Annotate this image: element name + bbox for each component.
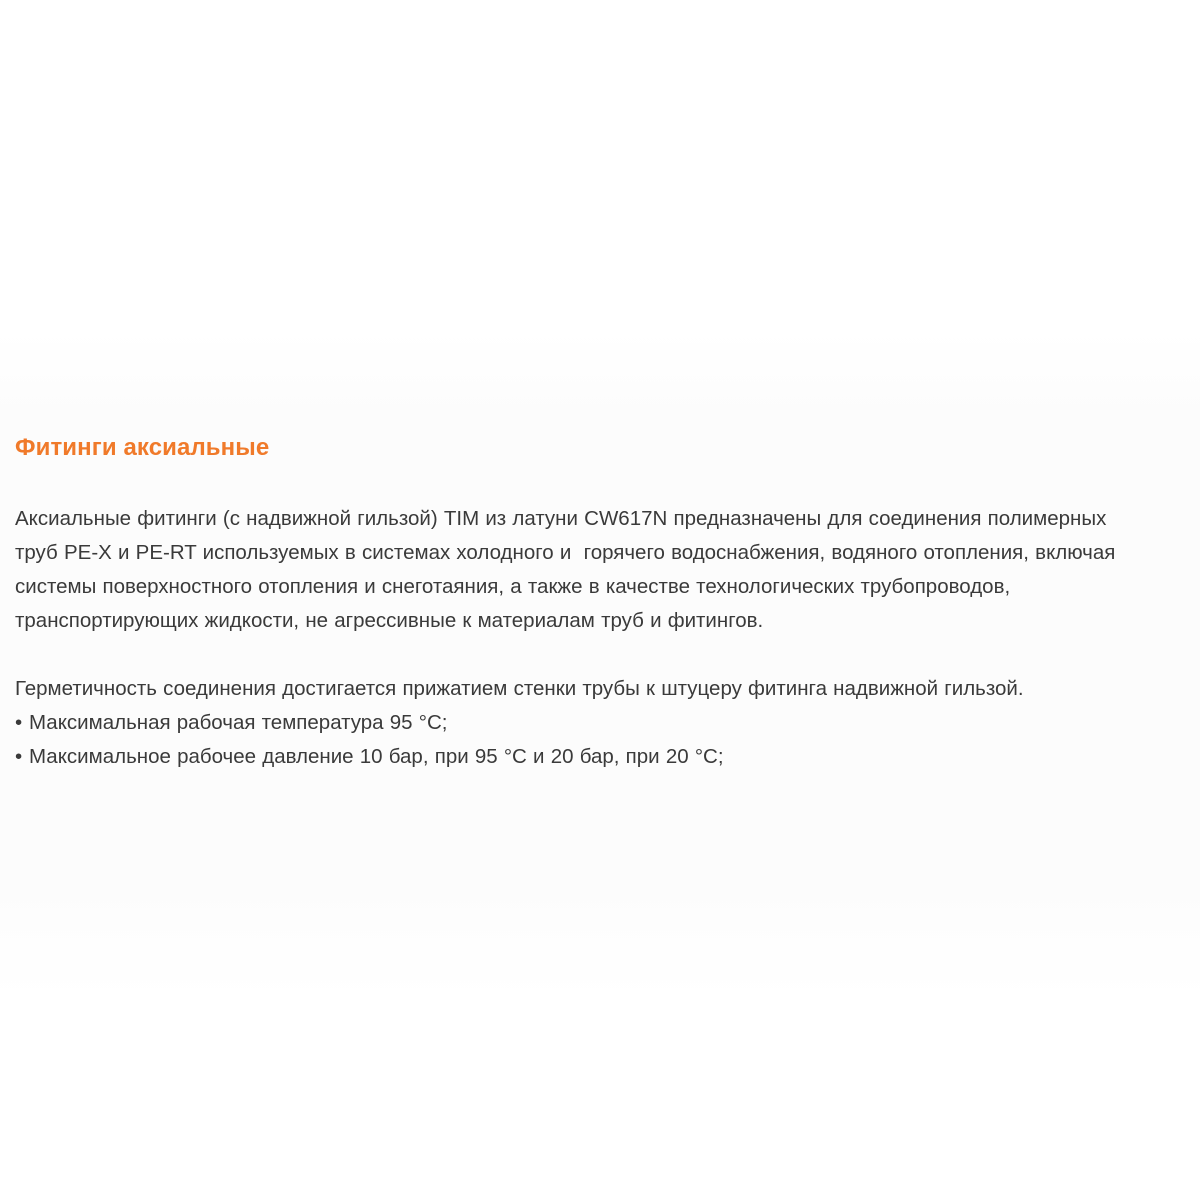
spec-item-text: Максимальная рабочая температура 95 °С; bbox=[29, 711, 448, 734]
description-line: транспортирующих жидкости, не агрессивные к материалам труб и фитингов. bbox=[15, 609, 764, 632]
description-line: Аксиальные фитинги (с надвижной гильзой) TIM из латуни CW617N предназначены для соединения полимерных bbox=[15, 507, 1107, 530]
sealing-text: Герметичность соединения достигается прижатием стенки трубы к штуцеру фитинга надвижной гильзой. bbox=[15, 677, 1024, 700]
page-title: Фитинги аксиальные bbox=[15, 434, 270, 461]
description-line: труб PE-X и PE-RT используемых в системах холодного и горячего водоснабжения, водяного отопления, включая bbox=[15, 541, 1116, 564]
content-block bbox=[15, 432, 1195, 774]
description-line: системы поверхностного отопления и снеготаяния, а также в качестве технологических трубопроводов, bbox=[15, 575, 1011, 598]
sealing-section bbox=[15, 672, 1195, 774]
spec-item-pressure bbox=[15, 740, 1195, 774]
spec-item-temperature bbox=[15, 706, 1195, 740]
spec-item-text: Максимальное рабочее давление 10 бар, при 95 °С и 20 бар, при 20 °С; bbox=[29, 745, 724, 768]
bullet-icon: • bbox=[15, 711, 23, 734]
description-paragraph bbox=[15, 502, 1195, 638]
spec-list bbox=[15, 706, 1195, 774]
bullet-icon: • bbox=[15, 745, 23, 768]
sealing-paragraph bbox=[15, 672, 1195, 706]
